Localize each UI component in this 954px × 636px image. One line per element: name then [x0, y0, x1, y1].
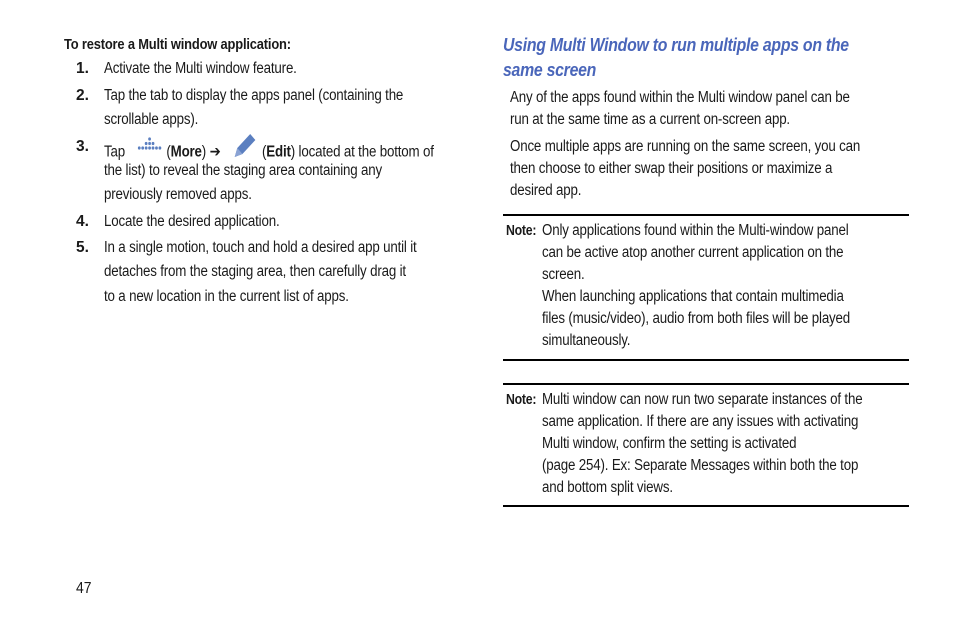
step-2-line-1: Tap the tab to display the apps panel (containing the [104, 87, 404, 104]
note-2-label: Note: [506, 391, 537, 408]
step-number-5: 5. [76, 239, 89, 256]
note-1-line-4: When launching applications that contain multimedia [542, 288, 844, 305]
note-2-top-rule [503, 383, 909, 385]
para-2-line-3: desired app. [510, 182, 582, 199]
section-heading-restore: To restore a Multi window application: [64, 36, 291, 53]
step-5-line-2: detaches from the staging area, then carefully drag it [104, 263, 406, 280]
para-2-line-1: Once multiple apps are running on the same screen, you can [510, 138, 861, 155]
note-1-label: Note: [506, 222, 537, 239]
para-2-line-2: then choose to either swap their positions or maximize a [510, 160, 833, 177]
step-number-3: 3. [76, 138, 89, 155]
step-3-line-2: the list) to reveal the staging area containing any [104, 162, 383, 179]
arrow-glyph: ➔ [209, 143, 221, 161]
note-1-line-3: screen. [542, 266, 585, 283]
note-2-line-1: Multi window can now run two separate instances of the [542, 391, 863, 408]
note-2-line-2: same application. If there are any issues with activating [542, 413, 859, 430]
note-2-line-4: (page 254). Ex: Separate Messages within both the top [542, 457, 859, 474]
step-2-line-2: scrollable apps). [104, 111, 199, 128]
para-1-line-1: Any of the apps found within the Multi window panel can be [510, 89, 850, 106]
note-2-bottom-rule [503, 505, 909, 507]
edit-label: Edit [266, 143, 291, 161]
more-label: More [170, 143, 202, 161]
section-heading-line-1: Using Multi Window to run multiple apps on the [503, 35, 849, 55]
step-3-line-1: Tap (More) ➔ (Edit) located at the bottom of [104, 133, 487, 163]
para-1-line-2: run at the same time as a current on-screen app. [510, 111, 790, 128]
note-1-line-5: files (music/video), audio from both files will be played [542, 310, 851, 327]
note-1-top-rule [503, 214, 909, 216]
note-1-bottom-rule [503, 359, 909, 361]
step-number-2: 2. [76, 87, 89, 104]
step-3-line-3: previously removed apps. [104, 186, 252, 203]
note-2-line-5: and bottom split views. [542, 479, 673, 496]
note-2-line-3: Multi window, confirm the setting is activated [542, 435, 797, 452]
more-dots-icon [135, 135, 163, 165]
step-number-4: 4. [76, 213, 89, 230]
note-1-line-6: simultaneously. [542, 332, 631, 349]
note-1-line-1: Only applications found within the Multi-window panel [542, 222, 849, 239]
step-3-tap-text: Tap [104, 143, 125, 161]
page-number: 47 [76, 580, 92, 597]
section-heading-line-2: same screen [503, 60, 597, 80]
note-1-line-2: can be active atop another current application on the [542, 244, 844, 261]
step-number-1: 1. [76, 60, 89, 77]
step-5-line-3: to a new location in the current list of apps. [104, 288, 349, 305]
step-5-line-1: In a single motion, touch and hold a desired app until it [104, 239, 417, 256]
step-1-line-1: Activate the Multi window feature. [104, 60, 297, 77]
step-4-line-1: Locate the desired application. [104, 213, 280, 230]
